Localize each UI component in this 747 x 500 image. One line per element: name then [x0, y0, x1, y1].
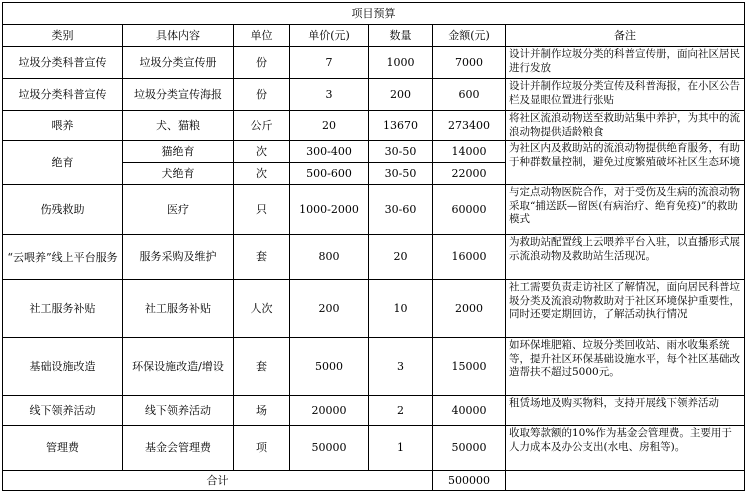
- title-row: [3, 3, 745, 25]
- row-amount: 600: [433, 79, 506, 111]
- row-unit: 只: [234, 185, 290, 235]
- row-price: 5000: [290, 338, 369, 396]
- row-qty: 30-50: [369, 141, 433, 163]
- table-row: [3, 47, 745, 79]
- row-unit: 人次: [234, 280, 290, 338]
- header-content: 具体内容: [123, 25, 234, 47]
- row-amount: 2000: [433, 280, 506, 338]
- row-amount: 50000: [433, 426, 506, 471]
- row-category: “云喂养”线上平台服务: [3, 235, 123, 280]
- table-row: [3, 396, 745, 426]
- row-amount: 273400: [433, 111, 506, 141]
- header-qty: 数量: [369, 25, 433, 47]
- row-price: 3: [290, 79, 369, 111]
- row-amount: 14000: [433, 141, 506, 163]
- row-content: 垃圾分类宣传册: [123, 47, 234, 79]
- row-category: 垃圾分类科普宣传: [3, 79, 123, 111]
- table-row: [3, 185, 745, 235]
- row-price: 20: [290, 111, 369, 141]
- row-category: 喂养: [3, 111, 123, 141]
- row-qty: 10: [369, 280, 433, 338]
- row-category: 垃圾分类科普宣传: [3, 47, 123, 79]
- table-row: [3, 79, 745, 111]
- header-note: 备注: [506, 25, 745, 47]
- row-qty: 2: [369, 396, 433, 426]
- row-note: 如环保堆肥箱、垃圾分类回收站、雨水收集系统等，提升社区环保基础设施水平，每个社区基础改造帮扶不超过5000元。: [506, 338, 745, 396]
- row-price: 50000: [290, 426, 369, 471]
- row-amount: 7000: [433, 47, 506, 79]
- row-unit: 次: [234, 163, 290, 185]
- table-row: [3, 280, 745, 338]
- row-unit: 份: [234, 79, 290, 111]
- row-note: 将社区流浪动物送至救助站集中养护，为其中的流浪动物提供适龄粮食: [506, 111, 745, 141]
- row-note: 租赁场地及购买物料，支持开展线下领养活动: [506, 396, 745, 426]
- table-row: [3, 141, 745, 163]
- row-qty: 20: [369, 235, 433, 280]
- row-note: 收取筹款额的10%作为基金会管理费。主要用于人力成本及办公支出(水电、房租等)。: [506, 426, 745, 471]
- row-qty: 30-60: [369, 185, 433, 235]
- row-category: 基础设施改造: [3, 338, 123, 396]
- row-content: 线下领养活动: [123, 396, 234, 426]
- row-unit: 公斤: [234, 111, 290, 141]
- total-row: [3, 471, 745, 491]
- header-row: [3, 25, 745, 47]
- row-price: 1000-2000: [290, 185, 369, 235]
- row-note: 为社区内及救助站的流浪动物提供绝育服务，有助于种群数量控制，避免过度繁殖破坏社区生态环境: [506, 141, 745, 185]
- row-note: 设计并制作垃圾分类的科普宣传册，面向社区居民进行发放: [506, 47, 745, 79]
- total-label: 合计: [3, 471, 433, 491]
- row-content: 基金会管理费: [123, 426, 234, 471]
- total-note: [506, 471, 745, 491]
- row-category: 管理费: [3, 426, 123, 471]
- budget-table: [2, 2, 745, 491]
- row-unit: 次: [234, 141, 290, 163]
- row-content: 犬、猫粮: [123, 111, 234, 141]
- table-row: [3, 235, 745, 280]
- row-note: 设计并制作垃圾分类宣传及科普海报，在小区公告栏及显眼位置进行张贴: [506, 79, 745, 111]
- row-content: 服务采购及维护: [123, 235, 234, 280]
- row-price: 800: [290, 235, 369, 280]
- row-qty: 13670: [369, 111, 433, 141]
- row-amount: 16000: [433, 235, 506, 280]
- row-unit: 份: [234, 47, 290, 79]
- header-unit: 单位: [234, 25, 290, 47]
- row-category: 社工服务补贴: [3, 280, 123, 338]
- row-content: 社工服务补贴: [123, 280, 234, 338]
- row-amount: 60000: [433, 185, 506, 235]
- header-amount: 金额(元): [433, 25, 506, 47]
- row-unit: 套: [234, 338, 290, 396]
- header-price: 单价(元): [290, 25, 369, 47]
- row-price: 7: [290, 47, 369, 79]
- row-content: 环保设施改造/增设: [123, 338, 234, 396]
- row-category: 线下领养活动: [3, 396, 123, 426]
- row-note: 社工需要负责走访社区了解情况，面向居民科普垃圾分类及流浪动物救助对于社区环境保护重要性，同时还要定期回访，了解活动执行情况: [506, 280, 745, 338]
- row-amount: 15000: [433, 338, 506, 396]
- row-amount: 40000: [433, 396, 506, 426]
- row-price: 500-600: [290, 163, 369, 185]
- row-unit: 场: [234, 396, 290, 426]
- row-note: 与定点动物医院合作，对于受伤及生病的流浪动物采取“捕送跃—留医(有病治疗、绝育免疫)”的救助模式: [506, 185, 745, 235]
- row-content: 垃圾分类宣传海报: [123, 79, 234, 111]
- table-row: [3, 338, 745, 396]
- total-amount: 500000: [433, 471, 506, 491]
- row-qty: 200: [369, 79, 433, 111]
- header-category: 类别: [3, 25, 123, 47]
- row-qty: 30-50: [369, 163, 433, 185]
- row-content: 医疗: [123, 185, 234, 235]
- budget-sheet: [2, 2, 745, 491]
- row-price: 300-400: [290, 141, 369, 163]
- row-price: 20000: [290, 396, 369, 426]
- row-qty: 1000: [369, 47, 433, 79]
- row-qty: 1: [369, 426, 433, 471]
- row-price: 200: [290, 280, 369, 338]
- table-row: [3, 426, 745, 471]
- table-title: 项目预算: [3, 3, 745, 25]
- row-unit: 项: [234, 426, 290, 471]
- row-category: 绝育: [3, 141, 123, 185]
- row-amount: 22000: [433, 163, 506, 185]
- row-unit: 套: [234, 235, 290, 280]
- row-content: 犬绝育: [123, 163, 234, 185]
- row-note: 为救助站配置线上云喂养平台入驻，以直播形式展示流浪动物及救助站生活现况。: [506, 235, 745, 280]
- row-content: 猫绝育: [123, 141, 234, 163]
- table-row: [3, 111, 745, 141]
- row-qty: 3: [369, 338, 433, 396]
- row-category: 伤残救助: [3, 185, 123, 235]
